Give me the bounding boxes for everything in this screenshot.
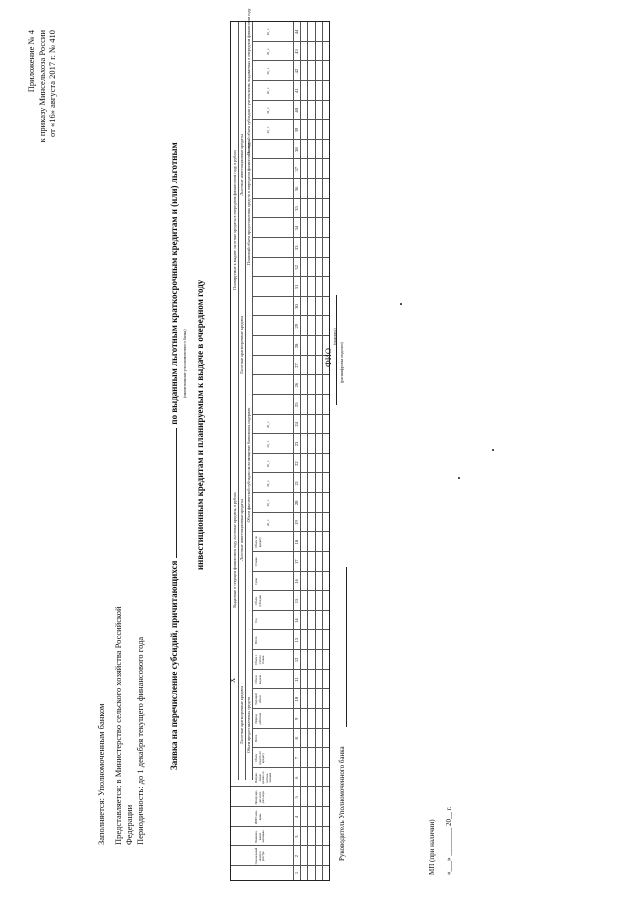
table-column-divider [252,688,329,689]
column-header: Объем с учетом ставки [254,654,266,666]
table-column-divider [252,296,329,297]
table-column-divider [252,728,329,729]
year-mark: 20_ г. [266,499,270,507]
column-number: 7 [294,756,299,760]
column-header: Период действия [254,713,262,725]
column-header: Номер кре-дит-ного дого-вора [254,790,266,805]
table-column-divider [252,41,329,42]
table-column-divider [252,414,329,415]
scan-speck [400,304,402,306]
table-column-divider [252,610,329,611]
column-number: 16 [294,579,299,584]
sign-caption: (подпись) [332,328,337,345]
table-row-divider [300,22,301,880]
group-short-planned-label: Льготные краткосрочные кредиты [239,315,244,375]
column-header: Всего [254,636,258,644]
table-column-divider [252,158,329,159]
table-column-divider [252,472,329,473]
table-column-divider [252,433,329,434]
year-mark: 20_ г. [266,460,270,468]
column-number: 22 [294,461,299,466]
year-mark: 20_ г. [266,67,270,75]
appendix-number: Приложение № 4 [26,30,36,93]
title-part2: по выданным льготным краткосрочным кредитам и (или) льготным [169,142,179,425]
column-header: Всего [254,734,258,743]
table-column-divider [252,178,329,179]
table-column-divider [252,531,329,532]
table-column-divider [252,80,329,81]
table-column-divider [252,512,329,513]
table-column-divider [252,139,329,140]
title-part1: Заявка на перечисление субсидий, причитающихся [169,560,179,770]
column-number: 44 [294,29,299,35]
table-column-divider [252,60,329,61]
appendix-header [26,30,58,142]
column-number: 37 [294,166,299,172]
filler-block [96,585,146,845]
filled-by: Заполняется: Уполномоченным банком [96,703,106,845]
column-number: 41 [294,88,299,93]
column-header: Срок [254,578,258,585]
year-mark: 20_ г. [266,519,270,526]
table-column-divider [231,806,329,807]
table-column-divider [252,335,329,336]
column-number: 26 [294,382,299,388]
column-number: 24 [294,422,299,427]
column-number: 4 [294,815,299,819]
scan-speck [492,450,494,452]
year-mark: 20_ г. [266,48,270,55]
column-number: 15 [294,598,299,604]
table-column-divider [252,492,329,493]
table-column-divider [252,453,329,454]
column-number: 19 [294,520,299,525]
column-number: 6 [294,776,299,779]
bank-name-blank [168,428,177,558]
column-header: Наимено-вание заемщика [254,830,266,843]
table-row-divider [245,22,246,780]
stamp-label: МП (при наличии) [428,819,436,875]
column-number: 21 [294,481,299,486]
table-column-divider [252,394,329,395]
year-mark: 20_ г. [266,28,270,36]
fio-caption: (расшифровка подписи) [339,342,344,383]
periodicity: Периодичность: до 1 декабря текущего финансового года [135,636,145,845]
column-number: 30 [294,304,299,309]
column-number: 8 [294,737,299,740]
table-row-divider [322,22,323,880]
table-column-divider [252,767,329,768]
table-column-divider [231,826,329,827]
column-number: 38 [294,147,299,152]
submitted-to: Представляется: в Министерство сельского хозяйства Российской [113,606,123,845]
table-column-divider [252,669,329,670]
column-number: 36 [294,186,299,192]
column-number: 33 [294,245,299,250]
group-short-label: Льготные краткосрочные кредиты [239,685,244,745]
column-number: 3 [294,835,299,838]
submitted-to-cont: Федерации [124,804,134,845]
bank-caption: (наименование уполномоченного банка) [182,329,187,398]
year-mark: 20_ г. [266,126,270,134]
group-planned-label: Планируемые к выдаче льготные кредиты в очередном финансовом году, в рублях [232,150,237,290]
table-column-divider [252,649,329,650]
column-number: 43 [294,49,299,54]
column-number: 35 [294,206,299,211]
column-number: 1 [294,871,299,875]
date-line: «___» ________ 20__ г. [445,806,453,875]
table-column-divider [252,374,329,375]
column-header: Объем по кредиту [254,536,262,549]
fio-line [336,295,337,405]
table-row-divider [307,22,308,880]
table-column-divider [252,100,329,101]
column-number: 17 [294,559,299,565]
column-number: 18 [294,539,299,545]
year-mark: 20_ г. [266,479,270,487]
column-header: Объем средств по кредиту [254,751,266,765]
column-number: 13 [294,638,299,643]
column-number: 20 [294,500,299,506]
sub-volume-label: Объем предоставленных средств [246,696,251,754]
column-number: 31 [294,284,299,290]
appendix-order: к приказу Минсельхоза России [36,30,47,143]
table-column-divider [231,845,329,846]
column-number: 40 [294,108,299,113]
year-mark: 20_ г. [266,420,270,428]
column-number: 23 [294,441,299,447]
column-number: 34 [294,225,299,231]
column-number: 28 [294,343,299,349]
column-header: Направ-ление целево-го исполь-зования [254,771,273,784]
head-signature-label: Руководитель Уполномоченного банка [338,746,346,861]
column-number: 32 [294,265,299,270]
table-column-divider [231,865,329,866]
table-row-divider [252,22,253,780]
table-column-divider [252,315,329,316]
column-header: Ставка [254,557,258,567]
table-column-divider [252,276,329,277]
table-column-divider [252,198,329,199]
column-header: Год [254,618,258,623]
year-mark: 20_ г. [266,106,270,114]
table-column-divider [252,551,329,552]
column-number: 10 [294,696,299,702]
table-column-divider [252,629,329,630]
year-mark: 20_ г. [266,440,270,448]
column-header: Объем субсидии [254,595,262,608]
column-number: 25 [294,402,299,407]
column-header: ИНН заем-щика [254,809,262,824]
column-number: 14 [294,618,299,623]
application-table [230,8,330,881]
column-number: 2 [294,855,299,858]
column-number: 42 [294,68,299,74]
group-issued-label: Выданные в текущем финансовом году льготные кредиты, в рублях [232,492,237,608]
table-column-divider [231,787,329,788]
table-column-divider [252,590,329,591]
year-mark: 20_ г. [266,87,270,95]
sub-volume-planned-label: Плановый объем предоставления средств в очередном финансовом году [246,141,251,265]
title-line2: инвестиционным кредитам и планируемым к выдаче в очередном году [195,279,205,570]
column-number: 11 [294,677,299,682]
column-number: 9 [294,717,299,720]
x-mark: Х [229,677,237,683]
column-number: 29 [294,323,299,329]
column-number: 39 [294,127,299,133]
column-header: Текущий объем [254,693,262,705]
sub-subsidy-planned-label: Плановый объем субсидии с учетом вновь выдаваемых в очередном финансовом году [246,8,251,155]
column-number: 5 [294,796,299,799]
table-column-divider [252,257,329,258]
group-invest-label: Льготные инвестиционные кредиты [239,499,244,561]
table-row-divider [315,22,316,880]
table-column-divider [252,708,329,709]
fio-label: ФИО [323,348,333,367]
sub-volume-paid-label: Объем фактической субсидии на возмещение банковских издержек [246,407,251,523]
appendix-date: от «16» августа 2017 г. № 410 [47,30,57,138]
column-number: 27 [294,363,299,368]
column-number: 12 [294,657,299,663]
table-row-divider [238,22,239,780]
scan-speck [458,478,460,480]
table-column-divider [252,237,329,238]
table-column-divider [252,571,329,572]
signature-line [346,567,347,727]
column-header: Уни-кальный номер в реестре [254,847,266,865]
group-invest-planned-label: Льготные инвестиционные кредиты [239,134,244,196]
table-column-divider [252,747,329,748]
document-title [168,10,205,770]
table-column-divider [252,217,329,218]
table-column-divider [252,355,329,356]
table-column-divider [252,119,329,120]
column-header: Объем выдачи [254,674,262,685]
